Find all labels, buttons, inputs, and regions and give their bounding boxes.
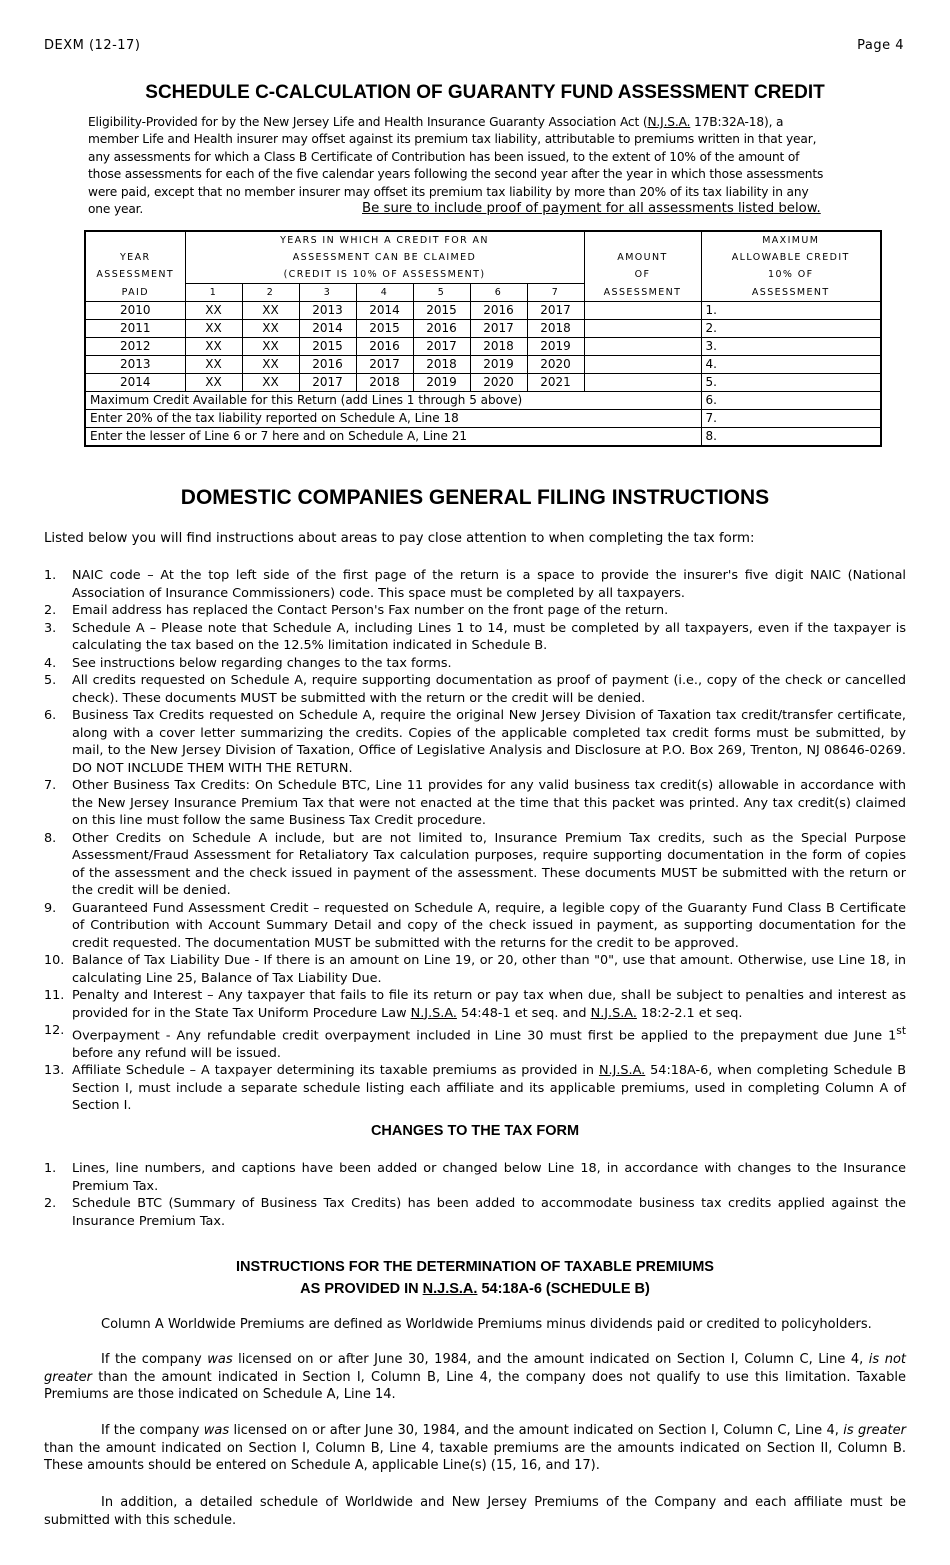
row-year: 2011	[85, 320, 185, 338]
row-cell: 2015	[413, 302, 470, 320]
col-years-line3: (CREDIT IS 10% OF ASSESSMENT)	[185, 266, 584, 284]
col-years-line1: YEARS IN WHICH A CREDIT FOR AN	[185, 231, 584, 249]
row-cell: 2017	[299, 374, 356, 392]
list-item	[44, 707, 906, 777]
row-cell: 2016	[299, 356, 356, 374]
row-cell: 2014	[299, 320, 356, 338]
row-amount-cell	[584, 374, 701, 392]
row-cell: XX	[185, 374, 242, 392]
row-cell: 2021	[527, 374, 584, 392]
item-text: 18:2-2.1 et seq.	[636, 1005, 743, 1021]
item-number: 13.	[44, 1063, 65, 1079]
general-instructions-list	[44, 567, 906, 1115]
summary-text: Maximum Credit Available for this Return (add Lines 1 through 5 above)	[85, 392, 701, 410]
item-number: 11.	[44, 988, 65, 1003]
item-number: 10.	[44, 953, 65, 968]
item-text: before any refund will be issued.	[72, 1045, 281, 1061]
p3-text-c: than the amount indicated on Section I, Column B, Line 4, taxable premiums are the amounts indicated on Section II, Column B. These amounts should be entered on Schedule A, applicable Line(s) (15, 16, and 17).	[44, 1440, 906, 1473]
row-cell: XX	[185, 320, 242, 338]
row-cell: XX	[242, 320, 299, 338]
list-item	[44, 830, 906, 900]
item-number: 7.	[44, 778, 57, 793]
row-cell: XX	[185, 338, 242, 356]
list-item	[44, 1160, 906, 1195]
row-cell: XX	[185, 302, 242, 320]
intro-text-1: Eligibility-Provided for by the New Jersey Life and Health Insurance Guaranty Association Act (	[88, 115, 648, 129]
item-text: 54:48-1 et seq. and	[456, 1005, 591, 1021]
list-item	[44, 567, 906, 602]
list-item	[44, 602, 906, 620]
col-amount-blank	[584, 231, 701, 249]
row-line-number: 3.	[701, 338, 881, 356]
p3-text-b: licensed on or after June 30, 1984, and the amount indicated on Section I, Column C, Line 4,	[229, 1423, 844, 1438]
row-cell: 2018	[470, 338, 527, 356]
table-row	[85, 374, 881, 392]
row-cell: XX	[242, 356, 299, 374]
intro-text-2: 17B:32A-18), a member Life and Health insurer may offset against its premium tax liability, attributable to premiums written in that year, any assessments for which a Class B Certificate of Contribution has been issued, to the extent of 10% of the amount of those assessments for each of the five calendar years following the second year after the year in which those assessments were paid, except that no member insurer may offset its premium tax liability by more than 20% of its tax liability in any one year.	[88, 115, 824, 217]
statute-ref: N.J.S.A.	[598, 1063, 646, 1079]
table-row	[85, 338, 881, 356]
item-text: Guaranteed Fund Assessment Credit – requested on Schedule A, require, a legible copy of the Guaranty Fund Class B Certificate of Contribution with Account Summary Detail and copy of the check issued in payment, as supporting documentation for the credit requested. The documentation MUST be submitted with the returns for the credit to be approved.	[72, 900, 906, 951]
row-line-number: 1.	[701, 302, 881, 320]
p2-text-b: licensed on or after June 30, 1984, and the amount indicated on Section I, Column C, Line 4,	[232, 1352, 869, 1367]
page-number: Page 4	[857, 38, 904, 53]
col-amount-line3: ASSESSMENT	[584, 284, 701, 302]
row-cell: 2019	[470, 356, 527, 374]
item-number: 2.	[44, 603, 57, 618]
row-amount-cell	[584, 320, 701, 338]
row-cell: 2016	[470, 302, 527, 320]
item-number: 4.	[44, 655, 57, 671]
ordinal-suffix: st	[896, 1024, 906, 1037]
item-number: 12.	[44, 1023, 65, 1038]
intro-statute-ref: N.J.S.A.	[647, 115, 691, 129]
col-number-2: 2	[242, 284, 299, 302]
taxable-paragraph-3	[44, 1422, 906, 1475]
row-cell: 2017	[356, 356, 413, 374]
row-amount-cell	[584, 338, 701, 356]
row-cell: 2013	[299, 302, 356, 320]
summary-text: Enter the lesser of Line 6 or 7 here and on Schedule A, Line 21	[85, 428, 701, 447]
taxable-title-2b: 54:18A-6 (SCHEDULE B)	[477, 1281, 650, 1297]
list-item	[44, 655, 906, 673]
item-number: 1.	[44, 568, 57, 583]
col-max-line1: MAXIMUM	[701, 231, 881, 249]
form-id: DEXM (12-17)	[44, 38, 141, 53]
col-amount-line2: OF	[584, 266, 701, 284]
item-text: Business Tax Credits requested on Schedule A, require the original New Jersey Division of Taxation tax credit/transfer certificate, along with a cover letter summarizing the credits. Copies of the applicable completed tax credit forms must be submitted, by mail, to the New Jersey Division of Taxation, Office of Legislative Analysis and Disclosure at P.O. Box 269, Trenton, NJ 08646-0269. DO NOT INCLUDE THEM WITH THE RETURN.	[72, 708, 906, 776]
col-number-6: 6	[470, 284, 527, 302]
list-item	[44, 987, 906, 1022]
item-number: 6.	[44, 708, 57, 723]
summary-row	[85, 410, 881, 428]
row-cell: 2018	[413, 356, 470, 374]
list-item	[44, 777, 906, 830]
row-amount-cell	[584, 302, 701, 320]
col-number-7: 7	[527, 284, 584, 302]
item-number: 3.	[44, 620, 57, 636]
summary-line-number: 6.	[701, 392, 881, 410]
row-cell: 2020	[527, 356, 584, 374]
row-cell: XX	[185, 356, 242, 374]
col-year-line2: ASSESSMENT	[85, 266, 185, 284]
statute-ref: N.J.S.A.	[410, 1005, 457, 1021]
item-number: 9.	[44, 900, 57, 916]
assessment-credit-table	[84, 230, 882, 447]
summary-row	[85, 392, 881, 410]
row-cell: 2016	[413, 320, 470, 338]
list-item	[44, 620, 906, 655]
col-number-3: 3	[299, 284, 356, 302]
schedule-c-title: SCHEDULE C-CALCULATION OF GUARANTY FUND ASSESSMENT CREDIT	[145, 82, 825, 103]
row-cell: XX	[242, 338, 299, 356]
row-cell: 2017	[470, 320, 527, 338]
list-item	[44, 1062, 906, 1115]
table-row	[85, 302, 881, 320]
taxable-title-line2	[44, 1278, 906, 1300]
row-year: 2010	[85, 302, 185, 320]
item-text: Other Credits on Schedule A include, but are not limited to, Insurance Premium Tax credits, such as the Special Purpose Assessment/Fraud Assessment for Retaliatory Tax calculation purposes, require supporting documentation in the form of copies of the assessment and the check issued in payment of the assessment. These documents MUST be submitted with the return or the credit will be denied.	[72, 830, 906, 898]
taxable-title-2a: AS PROVIDED IN	[300, 1281, 423, 1297]
item-text: All credits requested on Schedule A, require supporting documentation as proof of payment (i.e., copy of the check or cancelled check). These documents MUST be submitted with the return or the credit will be denied.	[72, 673, 906, 706]
changes-title: CHANGES TO THE TAX FORM	[370, 1123, 580, 1139]
p2-text-a: If the company	[101, 1352, 208, 1367]
col-amount-line1: AMOUNT	[584, 249, 701, 266]
p3-emphasis: is greater	[843, 1423, 907, 1438]
col-year-line3: PAID	[85, 284, 185, 302]
row-year: 2012	[85, 338, 185, 356]
taxable-paragraph-4: In addition, a detailed schedule of Worldwide and New Jersey Premiums of the Company and each affiliate must be submitted with this schedule.	[44, 1495, 906, 1528]
list-item	[44, 1195, 906, 1230]
col-number-4: 4	[356, 284, 413, 302]
col-number-1: 1	[185, 284, 242, 302]
item-text: NAIC code – At the top left side of the first page of the return is a space to provide the insurer's five digit NAIC (National Association of Insurance Commissioners) code. This space must be completed by all taxpayers.	[72, 568, 906, 601]
item-text: 54:18A-6, when completing Schedule B Section I, must include a separate schedule listing each affiliate and its applicable premiums, used in completing Column A of Section I.	[72, 1063, 906, 1114]
row-cell: XX	[242, 302, 299, 320]
col-year-line1: YEAR	[85, 249, 185, 266]
item-text: Overpayment - Any refundable credit overpayment included in Line 30 must first be applied to the prepayment due June 1	[72, 1028, 897, 1044]
general-instructions-title: DOMESTIC COMPANIES GENERAL FILING INSTRUCTIONS	[180, 486, 770, 509]
item-number: 8.	[44, 830, 57, 846]
taxable-premiums-title	[44, 1256, 906, 1300]
item-text: Affiliate Schedule – A taxpayer determining its taxable premiums as provided in	[72, 1063, 599, 1079]
table-row	[85, 356, 881, 374]
row-year: 2014	[85, 374, 185, 392]
p3-text-a: If the company	[101, 1423, 204, 1438]
row-cell: 2018	[527, 320, 584, 338]
row-line-number: 2.	[701, 320, 881, 338]
taxable-title-line1: INSTRUCTIONS FOR THE DETERMINATION OF TAXABLE PREMIUMS	[236, 1259, 714, 1275]
row-cell: 2014	[356, 302, 413, 320]
item-text: Schedule BTC (Summary of Business Tax Credits) has been added to accommodate business tax credits applied against the Insurance Premium Tax.	[72, 1196, 906, 1229]
taxable-paragraph-1: Column A Worldwide Premiums are defined as Worldwide Premiums minus dividends paid or credited to policyholders.	[101, 1317, 872, 1332]
item-text: Balance of Tax Liability Due - If there is an amount on Line 19, or 20, other than "0", use that amount. Otherwise, use Line 18, in calculating Line 25, Balance of Tax Liability Due.	[72, 953, 906, 986]
row-cell: 2015	[356, 320, 413, 338]
summary-line-number: 7.	[701, 410, 881, 428]
general-instructions-lead: Listed below you will find instructions about areas to pay close attention to when completing the tax form:	[44, 531, 755, 546]
summary-text: Enter 20% of the tax liability reported on Schedule A, Line 18	[85, 410, 701, 428]
proof-note: Be sure to include proof of payment for all assessments listed below.	[362, 201, 821, 216]
row-cell: 2017	[527, 302, 584, 320]
p2-was: was	[207, 1352, 233, 1367]
item-text: See instructions below regarding changes to the tax forms.	[72, 655, 452, 671]
taxable-title-ref: N.J.S.A.	[422, 1281, 478, 1297]
item-text: Email address has replaced the Contact Person's Fax number on the front page of the return.	[72, 603, 669, 618]
changes-list	[44, 1160, 906, 1230]
summary-line-number: 8.	[701, 428, 881, 447]
row-year: 2013	[85, 356, 185, 374]
row-cell: 2020	[470, 374, 527, 392]
col-year-blank	[85, 231, 185, 249]
row-cell: 2018	[356, 374, 413, 392]
item-text: Other Business Tax Credits: On Schedule BTC, Line 11 provides for any valid business tax credit(s) allowable in accordance with the New Jersey Insurance Premium Tax that were not enacted at the time that this packet was printed. Any tax credit(s) claimed on this line must follow the same Business Tax Credit procedure.	[72, 778, 906, 828]
row-cell: 2019	[527, 338, 584, 356]
col-number-5: 5	[413, 284, 470, 302]
col-max-line3: 10% OF	[701, 266, 881, 284]
summary-row	[85, 428, 881, 447]
item-number: 2.	[44, 1196, 57, 1211]
list-item	[44, 1022, 906, 1062]
item-text: Schedule A – Please note that Schedule A, including Lines 1 to 14, must be completed by all taxpayers, even if the taxpayer is calculating the tax based on the 12.5% limitation indicated in Schedule B.	[72, 620, 906, 653]
row-cell: XX	[242, 374, 299, 392]
list-item	[44, 672, 906, 707]
item-text: Penalty and Interest – Any taxpayer that fails to file its return or pay tax when due, shall be subject to penalties and interest as provided for in the State Tax Uniform Procedure Law	[72, 988, 906, 1021]
row-amount-cell	[584, 356, 701, 374]
col-max-line2: ALLOWABLE CREDIT	[701, 249, 881, 266]
statute-ref: N.J.S.A.	[590, 1005, 637, 1021]
row-line-number: 4.	[701, 356, 881, 374]
row-cell: 2015	[299, 338, 356, 356]
row-line-number: 5.	[701, 374, 881, 392]
list-item	[44, 952, 906, 987]
p3-was: was	[203, 1423, 230, 1438]
list-item	[44, 900, 906, 953]
col-years-line2: ASSESSMENT CAN BE CLAIMED	[185, 249, 584, 266]
taxable-paragraph-2	[44, 1351, 906, 1404]
row-cell: 2016	[356, 338, 413, 356]
item-text: Lines, line numbers, and captions have been added or changed below Line 18, in accordance with changes to the Insurance Premium Tax.	[72, 1161, 906, 1194]
item-number: 1.	[44, 1161, 57, 1176]
item-number: 5.	[44, 673, 57, 688]
col-max-line4: ASSESSMENT	[701, 284, 881, 302]
p2-emphasis: is not greater	[44, 1352, 906, 1385]
row-cell: 2019	[413, 374, 470, 392]
p2-text-c: than the amount indicated in Section I, Column B, Line 4, the company does not qualify to use this limitation. Taxable Premiums are those indicated on Schedule A, Line 14.	[44, 1369, 906, 1402]
table-row	[85, 320, 881, 338]
row-cell: 2017	[413, 338, 470, 356]
